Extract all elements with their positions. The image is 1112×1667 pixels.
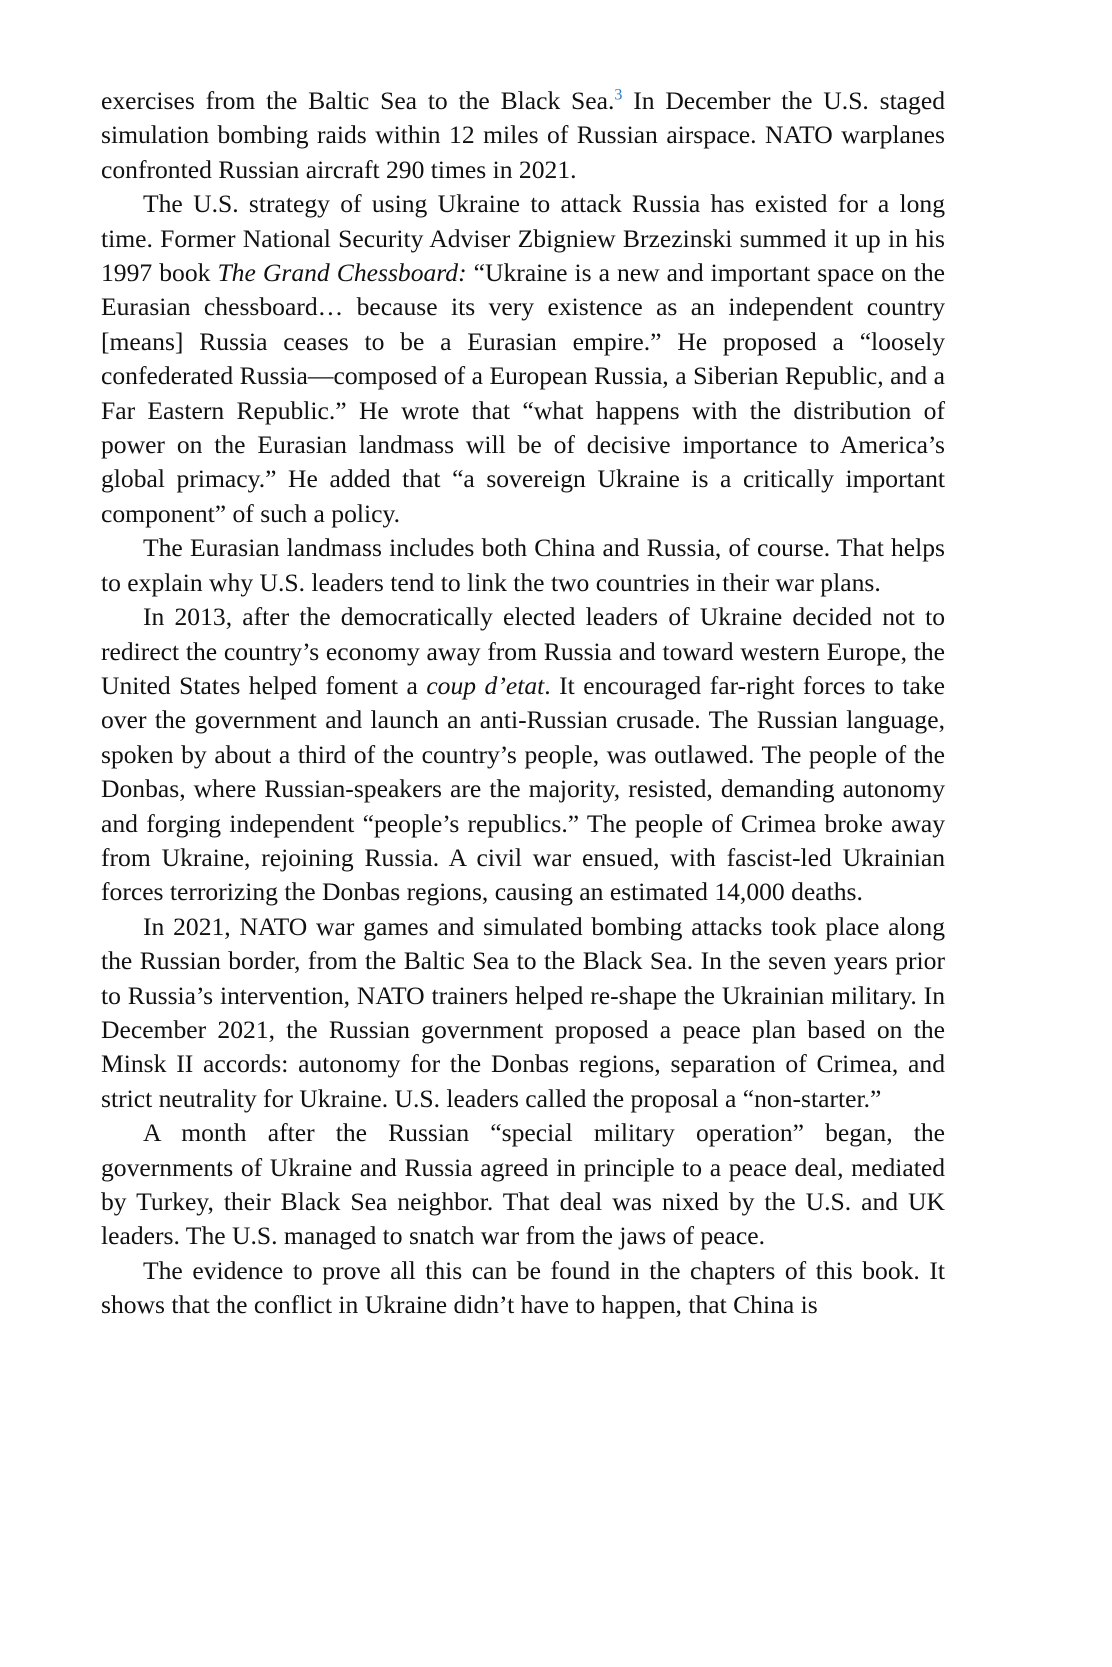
paragraph-text: exercises from the Baltic Sea to the Black Sea.	[101, 86, 615, 115]
paragraph-2021	[101, 910, 945, 1116]
paragraph-continued	[101, 84, 945, 187]
paragraph-text: In 2013, after the democratically elected leaders of Ukraine decided not to redirect the country’s economy away from Russia and toward western Europe, the United States helped foment a	[101, 602, 945, 700]
paragraph-text: The U.S. strategy of using Ukraine to attack Russia has existed for a long time. Former National Security Adviser Zbigniew Brzezinski summed it up in his 1997 book	[101, 189, 945, 288]
paragraph-peace-deal	[101, 1116, 945, 1254]
paragraph-text: The evidence to prove all this can be found in the chapters of this book. It shows that the conflict in Ukraine didn’t have to happen, that China is	[101, 1255, 945, 1320]
book-title: The Grand Chessboard:	[217, 258, 467, 288]
book-page-body	[101, 84, 945, 1323]
paragraph-text: In December the U.S. staged simulation bombing raids within 12 miles of Russian airspace. NATO warplanes confronted Russian aircraft 290 times in 2021.	[101, 86, 945, 184]
paragraph-evidence	[101, 1254, 945, 1323]
paragraph-eurasian-landmass	[101, 531, 945, 600]
footnote-reference-link[interactable]: 3	[614, 86, 623, 104]
paragraph-text: A month after the Russian “special military operation” began, the governments of Ukraine and Russia agreed in principle to a peace deal, mediated by Turkey, their Black Sea neighbor. That deal was nixed by the U.S. and UK leaders. The U.S. managed to snatch war from the jaws of peace.	[101, 1118, 945, 1251]
paragraph-brzezinski	[101, 187, 945, 531]
paragraph-text: The Eurasian landmass includes both China and Russia, of course. That helps to explain why U.S. leaders tend to link the two countries in their war plans.	[101, 533, 945, 597]
italic-term: coup d’etat	[426, 670, 545, 700]
paragraph-text: In 2021, NATO war games and simulated bombing attacks took place along the Russian border, from the Baltic Sea to the Black Sea. In the seven years prior to Russia’s intervention, NATO trainers helped re-shape the Ukrainian military. In December 2021, the Russian government proposed a peace plan based on the Minsk II accords: autonomy for the Donbas regions, separation of Crimea, and strict neutrality for Ukraine. U.S. leaders called the proposal a “non-starter.”	[101, 911, 945, 1113]
paragraph-text: “Ukraine is a new and important space on the Eurasian chessboard… because its very existence as an independent country [means] Russia ceases to be a Eurasian empire.” He proposed a “loosely confederated Russia—composed of a European Russia, a Siberian Republic, and a Far Eastern Republic.” He wrote that “what happens with the distribution of power on the Eurasian landmass will be of decisive importance to America’s global primacy.” He added that “a sovereign Ukraine is a critically important component” of such a policy.	[101, 258, 945, 528]
paragraph-2013	[101, 600, 945, 910]
paragraph-text: . It encouraged far-right forces to take over the government and launch an anti-Russian crusade. The Russian language, spoken by about a third of the country’s people, was outlawed. The people of the Donbas, where Russian-speakers are the majority, resisted, demanding autonomy and forging independent “people’s republics.” The people of Crimea broke away from Ukraine, rejoining Russia. A civil war ensued, with fascist-led Ukrainian forces terrorizing the Donbas regions, causing an estimated 14,000 deaths.	[101, 670, 945, 907]
